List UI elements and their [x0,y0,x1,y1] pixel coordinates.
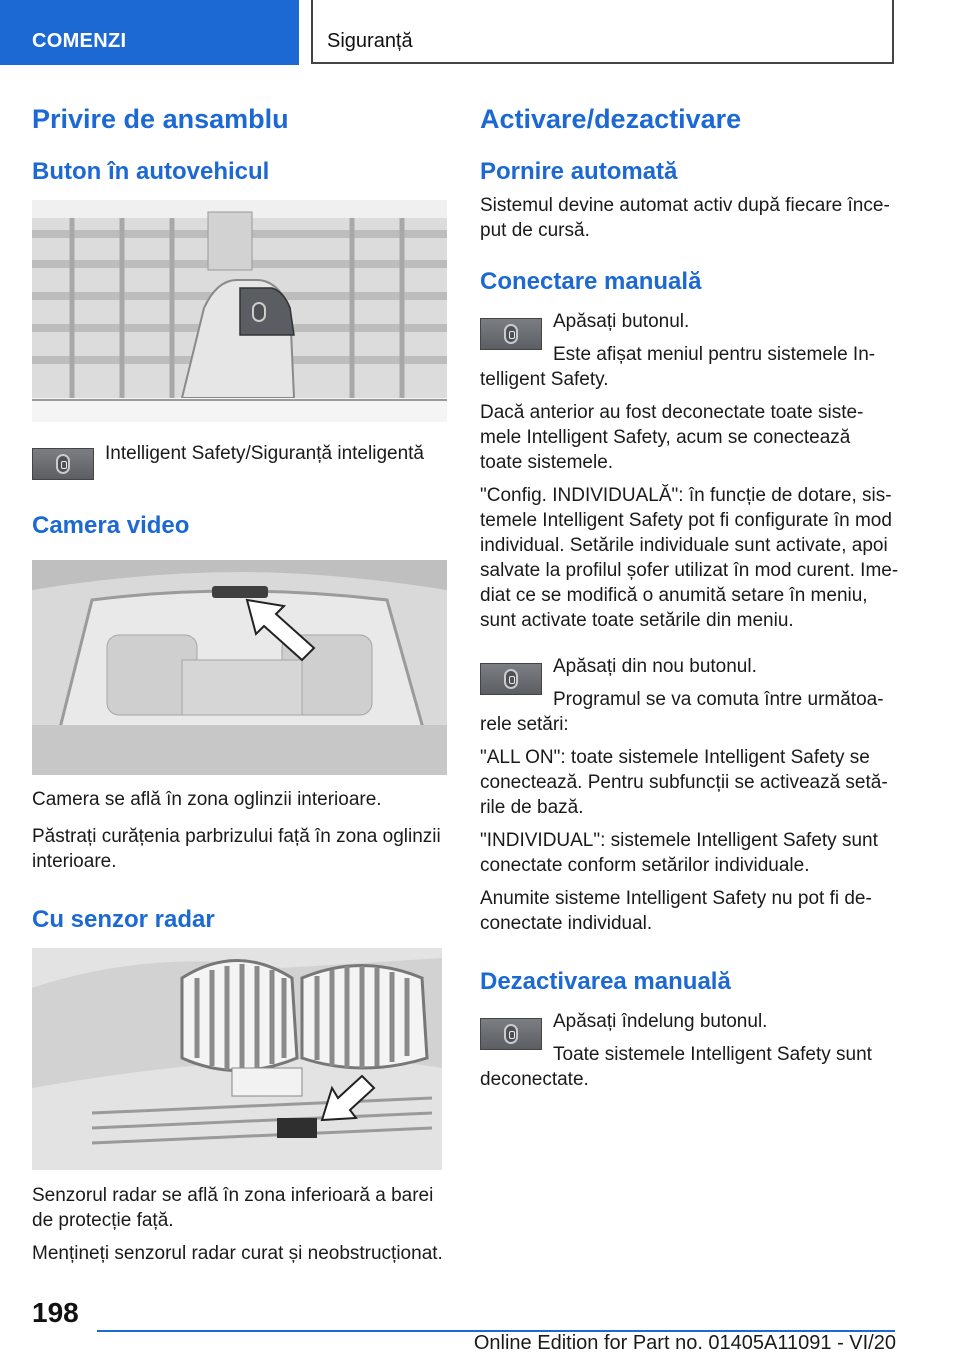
off-line-1: Toate sistemele Intelligent Safety sunt [553,1044,872,1065]
program-line-2: rele setări: [480,714,569,735]
camera-heading: Camera video [32,512,190,539]
right-title: Activare/dezactivare [480,104,742,134]
section-label: COMENZI [32,30,127,52]
config-line-1: "Config. INDIVIDUALĂ": în funcție de dotare, sis- [480,485,892,506]
auto-heading: Pornire automată [480,158,678,185]
radar-text-2: Mențineți senzorul radar curat și neobstrucționat. [32,1243,443,1264]
section-tab [0,0,299,65]
manual-step: Apăsați butonul. [553,311,690,332]
off-line-2: deconectate. [480,1069,589,1090]
config-line-6: sunt activate toate setările din meniu. [480,610,794,631]
again-step: Apăsați din nou butonul. [553,656,757,677]
manual-line-2: telligent Safety. [480,369,609,390]
button-caption: Intelligent Safety/Siguranță inteligentă [105,443,424,464]
intelligent-safety-button-icon [480,1018,542,1050]
some-line-1: Anumite sisteme Intelligent Safety nu pot fi de- [480,888,872,909]
allon-line-1: "ALL ON": toate sistemele Intelligent Safety se [480,747,870,768]
chapter-tab [311,0,894,64]
radar-text-1a: Senzorul radar se află în zona inferioară a barei [32,1185,434,1206]
manual-p2-line-3: toate sistemele. [480,452,614,473]
config-line-2: temele Intelligent Safety pot fi configurate în mod [480,510,892,531]
some-line-2: conectate individual. [480,913,653,934]
radar-location-figure [32,948,442,1170]
individual-line-1: "INDIVIDUAL": sistemele Intelligent Safety sunt [480,830,878,851]
off-heading: Dezactivarea manuală [480,968,731,995]
off-step: Apăsați îndelung butonul. [553,1011,768,1032]
button-location-figure [32,200,447,422]
intelligent-safety-button-icon [480,318,542,350]
chapter-label: Siguranță [327,30,413,52]
auto-line-1: Sistemul devine automat activ după fiecare înce- [480,195,890,216]
camera-text-2b: interioare. [32,851,117,872]
edition-footer: Online Edition for Part no. 01405A11091 - VI/20 [473,1332,896,1354]
camera-text-1: Camera se află în zona oglinzii interioare. [32,789,382,810]
allon-line-2: conectează. Pentru subfuncții se activează setă- [480,772,888,793]
manual-line-1: Este afișat meniul pentru sistemele In- [553,344,876,365]
config-line-5: diat ce se modifică o anumită setare în meniu, [480,585,868,606]
program-line-1: Programul se va comuta între următoa- [553,689,884,710]
intelligent-safety-button-icon [480,663,542,695]
config-line-3: individual. Setările individuale sunt activate, apoi [480,535,888,556]
left-title: Privire de ansamblu [32,104,289,134]
allon-line-3: rile de bază. [480,797,584,818]
button-heading: Buton în autovehicul [32,158,270,185]
radar-heading: Cu senzor radar [32,906,215,933]
camera-location-figure [32,560,447,775]
auto-line-2: put de cursă. [480,220,590,241]
config-line-4: salvate la profilul șofer utilizat în mod curent. Ime- [480,560,899,581]
camera-text-2a: Păstrați curățenia parbrizului față în zona oglinzii [32,826,441,847]
radar-text-1b: de protecție față. [32,1210,174,1231]
page-number: 198 [32,1297,79,1328]
manual-p2-line-2: mele Intelligent Safety, acum se conectează [480,427,851,448]
manual-heading: Conectare manuală [480,268,702,295]
manual-p2-line-1: Dacă anterior au fost deconectate toate siste- [480,402,864,423]
individual-line-2: conectate conform setărilor individuale. [480,855,810,876]
intelligent-safety-button-icon [32,448,94,480]
